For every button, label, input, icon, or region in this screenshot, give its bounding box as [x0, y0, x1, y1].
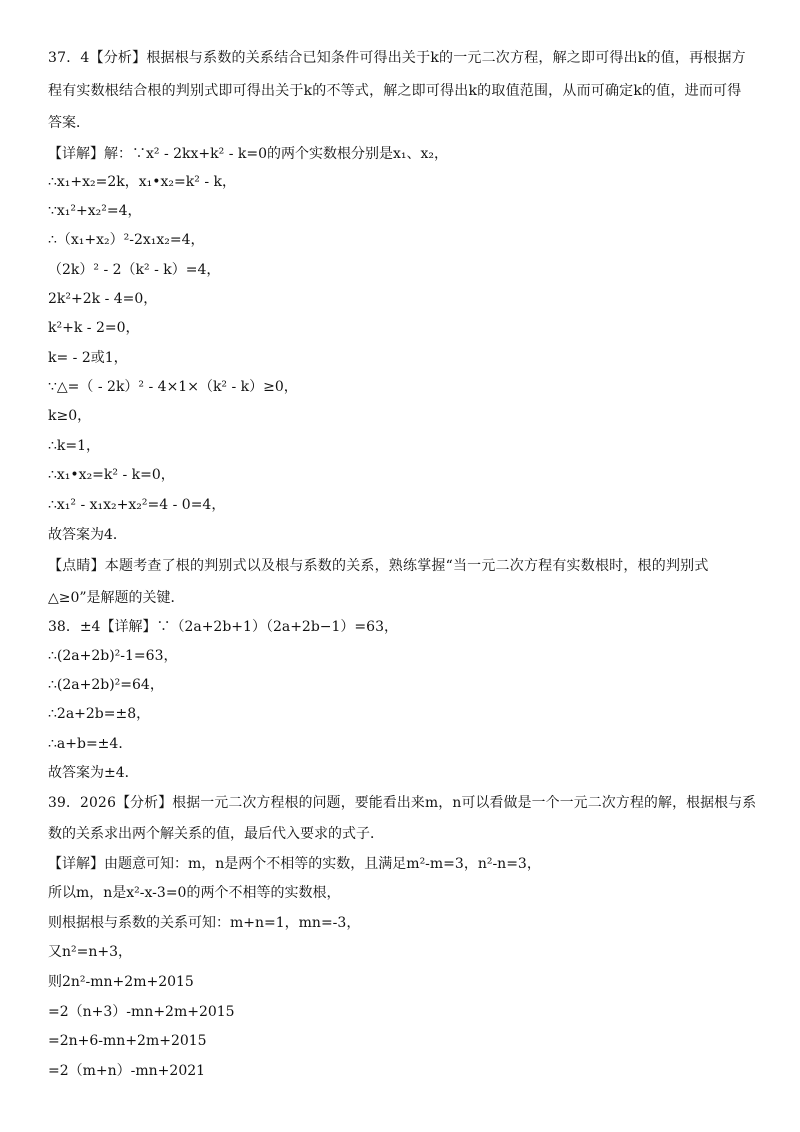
text-line: ∴2a+2b=±8，: [48, 706, 151, 722]
text-line: 【详解】解：∵x² - 2kx+k² - k=0的两个实数根分别是x₁、x₂，: [48, 146, 449, 162]
text-line: ∴x₁² - x₁x₂+x₂²=4 - 0=4，: [48, 497, 226, 513]
text-line: 【点睛】本题考查了根的判别式以及根与系数的关系，熟练掌握“当一元二次方程有实数根时，根的判别式: [48, 558, 709, 574]
text-line: （2k）² - 2（k² - k）=4，: [48, 262, 221, 278]
text-line: 2k²+2k - 4=0，: [48, 291, 158, 307]
text-line: =2n+6-mn+2m+2015: [48, 1033, 207, 1049]
text-line: ∵△=（ - 2k）² - 4×1×（k² - k）≥0，: [48, 379, 298, 395]
text-line: △≥0”是解题的关键．: [48, 590, 185, 606]
text-line: 则2n²-mn+2m+2015: [48, 974, 194, 990]
text-line: ∴k=1，: [48, 438, 101, 454]
text-line: ∴(2a+2b)²-1=63，: [48, 648, 178, 664]
text-line: ∴x₁•x₂=k² - k=0，: [48, 467, 175, 483]
text-line: 37．4【分析】根据根与系数的关系结合已知条件可得出关于k的一元二次方程，解之即可得出k的值，再根据方: [48, 50, 746, 66]
text-line: ∴a+b=±4．: [48, 736, 133, 752]
text-line: ∴(2a+2b)²=64，: [48, 677, 164, 693]
text-line: 则根据根与系数的关系可知：m+n=1，mn=-3，: [48, 915, 361, 931]
text-line: 39．2026【分析】根据一元二次方程根的问题，要能看出来m，n可以看做是一个一元二次方程的解，根据根与系: [48, 795, 757, 811]
text-line: 38．±4【详解】∵（2a+2b+1）（2a+2b−1）=63，: [48, 619, 398, 635]
text-line: 又n²=n+3，: [48, 944, 133, 960]
text-line: 故答案为±4．: [48, 765, 139, 781]
text-line: k= - 2或1，: [48, 350, 128, 366]
text-line: ∵x₁²+x₂²=4，: [48, 203, 142, 219]
text-line: ∴x₁+x₂=2k，x₁•x₂=k² - k，: [48, 174, 236, 190]
text-line: =2（m+n）-mn+2021: [48, 1063, 206, 1079]
text-line: 故答案为4．: [48, 527, 127, 543]
text-line: 【详解】由题意可知：m，n是两个不相等的实数，且满足m²-m=3，n²-n=3，: [48, 856, 541, 872]
text-line: =2（n+3）-mn+2m+2015: [48, 1004, 235, 1020]
text-line: k²+k - 2=0，: [48, 320, 140, 336]
text-line: k≥0，: [48, 408, 92, 424]
text-line: 答案．: [48, 115, 90, 131]
text-line: 程有实数根结合根的判别式即可得出关于k的不等式，解之即可得出k的取值范围，从而可确定k的值，进而可得: [48, 83, 742, 99]
text-line: ∴（x₁+x₂）²-2x₁x₂=4，: [48, 232, 205, 248]
text-line: 所以m，n是x²-x-3=0的两个不相等的实数根，: [48, 885, 341, 901]
text-line: 数的关系求出两个解关系的值，最后代入要求的式子．: [48, 826, 384, 842]
